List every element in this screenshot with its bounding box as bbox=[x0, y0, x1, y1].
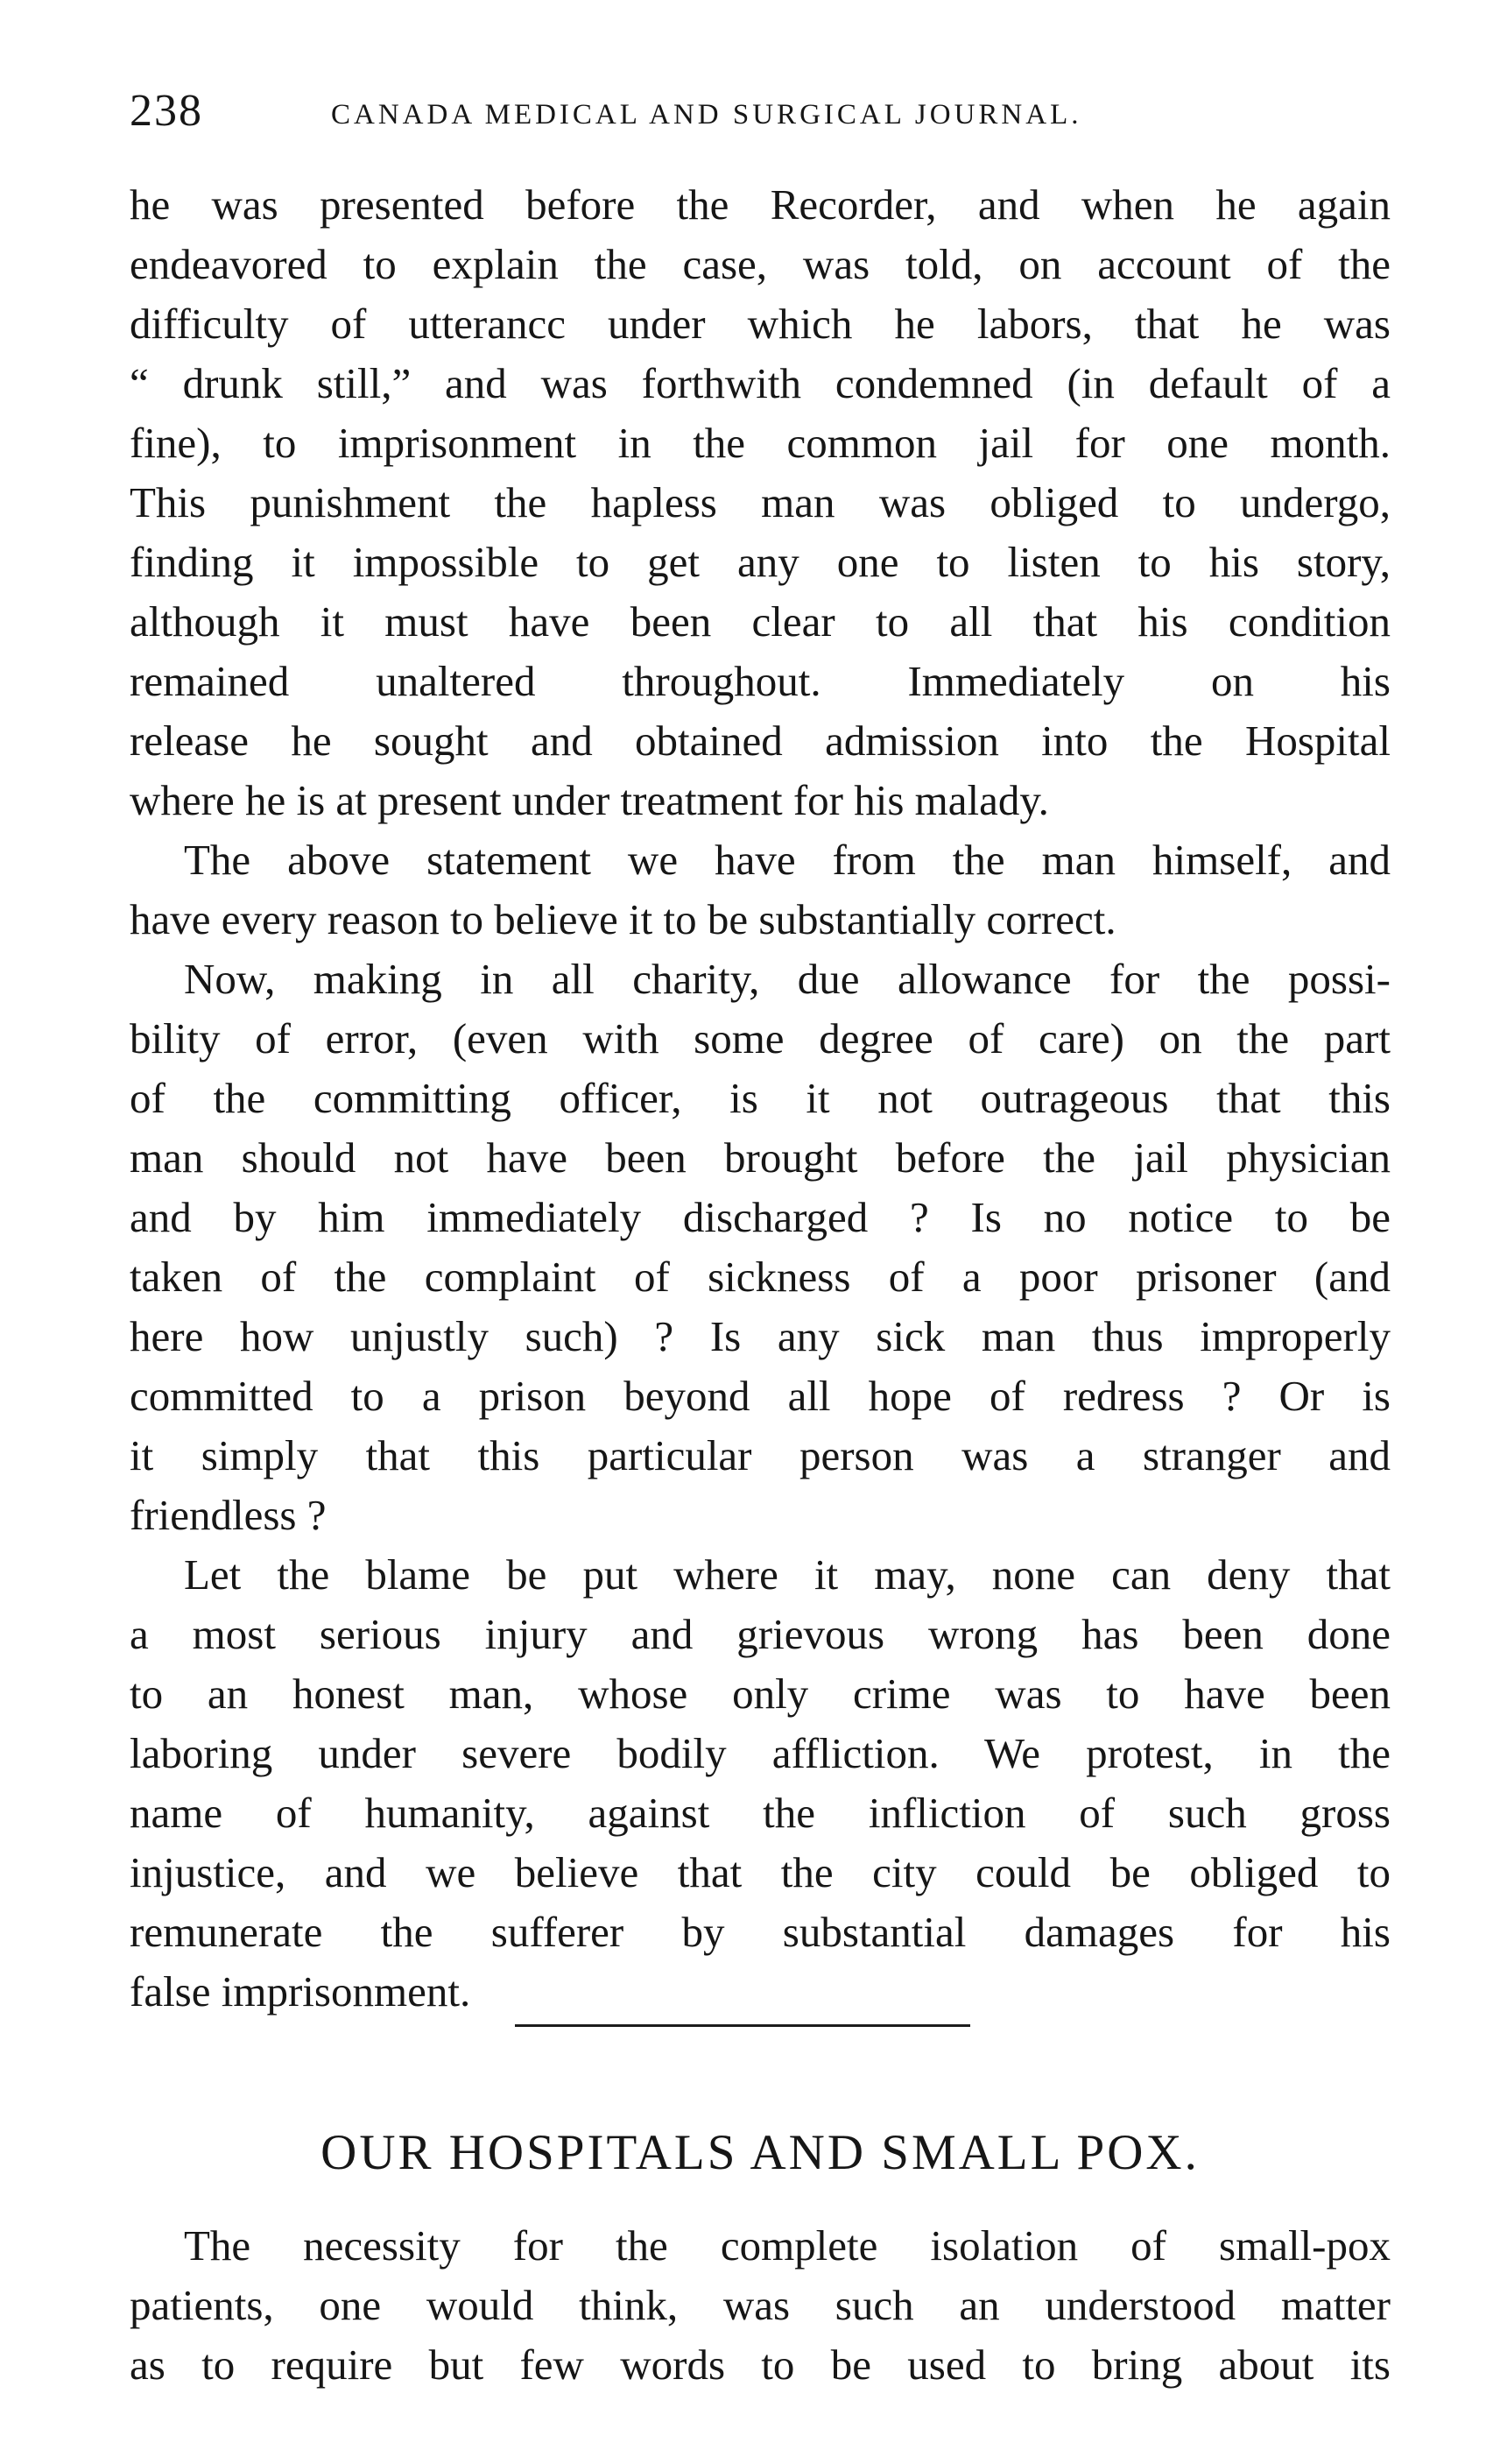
paragraph-2 bbox=[130, 830, 1391, 950]
text-line: friendless ? bbox=[130, 1491, 327, 1539]
text-line: finding it impossible to get any one to listen to his story, bbox=[130, 538, 1391, 586]
text-line: laboring under severe bodily affliction. We protest, in the bbox=[130, 1729, 1391, 1777]
text-line: a most serious injury and grievous wrong has been done bbox=[130, 1610, 1391, 1658]
text-line: to an honest man, whose only crime was to have been bbox=[130, 1670, 1391, 1718]
text-line: as to require but few words to be used to bring about its bbox=[130, 2340, 1391, 2389]
text-line: name of humanity, against the infliction of such gross bbox=[130, 1789, 1391, 1837]
text-line: and by him immediately discharged ? Is no notice to be bbox=[130, 1193, 1391, 1241]
text-line: Now, making in all charity, due allowance for the possi- bbox=[184, 955, 1391, 1003]
text-line: Let the blame be put where it may, none can deny that bbox=[184, 1550, 1391, 1599]
text-line: patients, one would think, was such an understood matter bbox=[130, 2281, 1391, 2329]
text-line: “ drunk still,” and was forthwith condemned (in default of a bbox=[130, 359, 1391, 407]
text-line: although it must have been clear to all that his condition bbox=[130, 597, 1391, 646]
text-line: release he sought and obtained admission into the Hospital bbox=[130, 717, 1391, 765]
section-divider bbox=[515, 2024, 970, 2027]
text-line: bility of error, (even with some degree of care) on the part bbox=[130, 1014, 1391, 1063]
paragraph-4 bbox=[130, 1545, 1391, 2022]
article-body bbox=[130, 175, 1391, 2022]
page-number: 238 bbox=[130, 86, 203, 136]
section-body bbox=[130, 2216, 1391, 2395]
section-heading: OUR HOSPITALS AND SMALL POX. bbox=[320, 2125, 1200, 2180]
paragraph-1 bbox=[130, 175, 1391, 830]
text-line: The necessity for the complete isolation of small-pox bbox=[184, 2221, 1391, 2270]
text-line: where he is at present under treatment for his malady. bbox=[130, 776, 1049, 824]
text-line: injustice, and we believe that the city could be obliged to bbox=[130, 1848, 1391, 1896]
text-line: difficulty of utterancc under which he labors, that he was bbox=[130, 300, 1391, 348]
text-line: have every reason to believe it to be substantially correct. bbox=[130, 895, 1116, 943]
text-line: committed to a prison beyond all hope of redress ? Or is bbox=[130, 1372, 1391, 1420]
text-line: he was presented before the Recorder, and when he again bbox=[130, 180, 1391, 229]
text-line: of the committing officer, is it not outrageous that this bbox=[130, 1074, 1391, 1122]
text-line: This punishment the hapless man was obliged to undergo, bbox=[130, 478, 1391, 526]
text-line: The above statement we have from the man himself, and bbox=[184, 836, 1391, 884]
text-line: taken of the complaint of sickness of a poor prisoner (and bbox=[130, 1253, 1391, 1301]
paragraph-3 bbox=[130, 950, 1391, 1545]
text-line: man should not have been brought before the jail physician bbox=[130, 1133, 1391, 1182]
journal-title: CANADA MEDICAL AND SURGICAL JOURNAL. bbox=[331, 99, 1082, 131]
running-head bbox=[130, 81, 1382, 142]
text-line: it simply that this particular person was a stranger and bbox=[130, 1431, 1391, 1479]
text-line: here how unjustly such) ? Is any sick man thus improperly bbox=[130, 1312, 1391, 1360]
text-line: fine), to imprisonment in the common jail for one month. bbox=[130, 419, 1391, 467]
text-line: remained unaltered throughout. Immediately on his bbox=[130, 657, 1391, 705]
text-line: endeavored to explain the case, was told, on account of the bbox=[130, 240, 1391, 288]
text-line: remunerate the sufferer by substantial damages for his bbox=[130, 1908, 1391, 1956]
text-line: false imprisonment. bbox=[130, 1967, 471, 2016]
